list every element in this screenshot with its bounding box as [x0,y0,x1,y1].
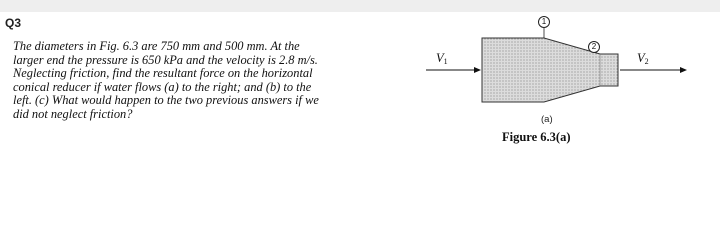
problem-line: left. (c) What would happen to the two previous answers if we [13,93,319,108]
top-band [0,0,720,12]
problem-statement [13,40,413,122]
reducer-figure [418,14,718,162]
section-1-marker: 1 [538,16,550,28]
inlet-flow-arrow [426,67,481,73]
question-number: Q3 [5,16,22,30]
inlet-velocity-label: $V_1$ [436,51,448,66]
problem-line: did not neglect friction? [13,106,133,121]
problem-line: conical reducer if water flows (a) to the right; and (b) to the [13,79,312,94]
conical-reducer-diagram [418,14,718,124]
figure-caption: Figure 6.3(a) [502,130,571,144]
problem-line: The diameters in Fig. 6.3 are 750 mm and 500 mm. At the [13,39,300,53]
figure-subcaption: (a) [541,114,553,125]
problem-line: larger end the pressure is 650 kPa and the velocity is 2.8 m/s. [13,52,318,67]
problem-line: Neglecting friction, find the resultant force on the horizontal [13,66,313,81]
outlet-flow-arrow [620,67,687,73]
section-2-marker: 2 [588,41,600,53]
outlet-velocity-label: $V_2$ [637,51,649,66]
